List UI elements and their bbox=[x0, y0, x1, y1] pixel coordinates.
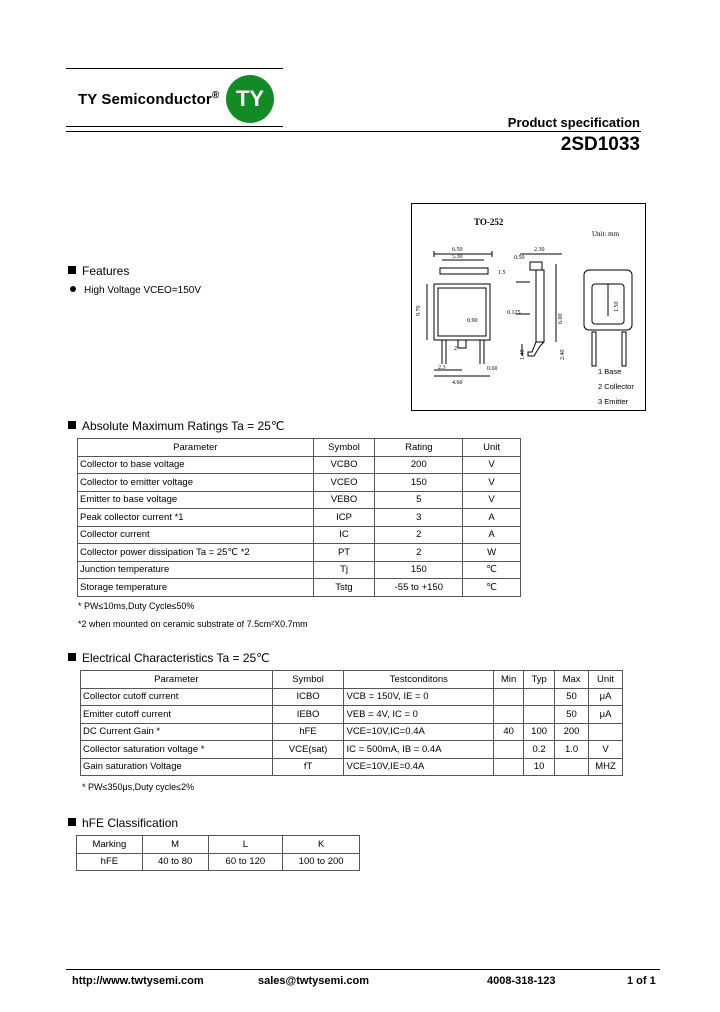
table-row bbox=[78, 579, 521, 597]
table-cell: ICBO bbox=[272, 688, 344, 706]
table-cell: Storage temperature bbox=[78, 579, 314, 597]
table-cell: 0.2 bbox=[524, 741, 555, 759]
table-cell: V bbox=[463, 456, 521, 474]
back-view bbox=[584, 270, 632, 366]
table-cell: Gain saturation Voltage bbox=[81, 758, 273, 776]
part-number: 2SD1033 bbox=[560, 134, 640, 155]
table-cell: 40 bbox=[494, 723, 524, 741]
table-cell: 150 bbox=[375, 474, 463, 492]
dim-label: 0.125 bbox=[507, 310, 521, 316]
table-cell: Collector cutoff current bbox=[81, 688, 273, 706]
table-cell: 2 bbox=[375, 544, 463, 562]
table-cell: Tstg bbox=[313, 579, 375, 597]
unit-label: Unit: mm bbox=[592, 230, 620, 238]
column-header: Parameter bbox=[78, 439, 314, 457]
table-cell: IC = 500mA, IB = 0.4A bbox=[344, 741, 494, 759]
table-cell: W bbox=[463, 544, 521, 562]
table-cell bbox=[524, 688, 555, 706]
side-view bbox=[516, 254, 562, 356]
square-bullet-icon bbox=[68, 266, 76, 274]
table-row bbox=[81, 758, 623, 776]
brand-name bbox=[78, 90, 219, 108]
table-row bbox=[78, 544, 521, 562]
table-cell: V bbox=[463, 491, 521, 509]
hfe-table bbox=[76, 835, 360, 871]
package-name: TO-252 bbox=[474, 217, 504, 227]
table-cell: μA bbox=[589, 706, 623, 724]
table-row bbox=[81, 688, 623, 706]
ty-logo bbox=[226, 75, 274, 123]
table-cell: 100 bbox=[524, 723, 555, 741]
table-cell: V bbox=[589, 741, 623, 759]
column-header: Symbol bbox=[313, 439, 375, 457]
table-cell: Collector current bbox=[78, 526, 314, 544]
abs-max-note-1: * PW≤10ms,Duty Cycle≤50% bbox=[78, 601, 195, 611]
elec-table bbox=[80, 670, 623, 776]
column-header: Symbol bbox=[272, 671, 344, 689]
dim-label: 1.50 bbox=[614, 301, 620, 312]
table-cell: 150 bbox=[375, 561, 463, 579]
elec-heading bbox=[68, 651, 270, 665]
column-header: Marking bbox=[77, 836, 143, 854]
brand-text: TY Semiconductor bbox=[78, 91, 212, 108]
column-header: Unit bbox=[463, 439, 521, 457]
features-title: Features bbox=[82, 264, 130, 278]
table-cell: VCE=10V,IC=0.4A bbox=[344, 723, 494, 741]
table-cell: 100 to 200 bbox=[283, 853, 360, 871]
dim-label: 2.30 bbox=[534, 247, 545, 253]
table-row bbox=[78, 561, 521, 579]
table-cell: VCBO bbox=[313, 456, 375, 474]
feature-text: High Voltage VCEO=150V bbox=[84, 285, 202, 296]
phone-number: 4008-318-123 bbox=[487, 975, 556, 987]
feature-item bbox=[70, 285, 201, 296]
dim-label: 6.00 bbox=[558, 313, 564, 324]
table-cell: IEBO bbox=[272, 706, 344, 724]
table-cell: DC Current Gain * bbox=[81, 723, 273, 741]
table-cell bbox=[589, 723, 623, 741]
table-cell: -55 to +150 bbox=[375, 579, 463, 597]
table-cell: Peak collector current *1 bbox=[78, 509, 314, 527]
pin-label: 1 Base bbox=[598, 367, 622, 376]
abs-max-table bbox=[77, 438, 521, 597]
elec-note: * PW≤350μs,Duty cycle≤2% bbox=[82, 782, 195, 792]
dim-label: 4.60 bbox=[452, 380, 463, 386]
table-cell bbox=[494, 706, 524, 724]
hfe-title: hFE Classification bbox=[82, 816, 179, 830]
pin-legend bbox=[598, 367, 634, 406]
table-cell: Collector power dissipation Ta = 25℃ *2 bbox=[78, 544, 314, 562]
table-cell: VCB = 150V, IE = 0 bbox=[344, 688, 494, 706]
square-bullet-icon bbox=[68, 653, 76, 661]
elec-title: Electrical Characteristics Ta = 25℃ bbox=[82, 651, 270, 665]
table-cell: 50 bbox=[555, 706, 589, 724]
table-cell: VCEO bbox=[313, 474, 375, 492]
table-cell: Emitter cutoff current bbox=[81, 706, 273, 724]
column-header: Unit bbox=[589, 671, 623, 689]
table-cell: IC bbox=[313, 526, 375, 544]
table-cell: 60 to 120 bbox=[208, 853, 283, 871]
table-cell: ICP bbox=[313, 509, 375, 527]
header-rule-bottom bbox=[66, 126, 283, 127]
abs-max-heading bbox=[68, 419, 284, 433]
table-cell: Emitter to base voltage bbox=[78, 491, 314, 509]
table-cell: 200 bbox=[555, 723, 589, 741]
table-cell: VCE(sat) bbox=[272, 741, 344, 759]
table-row bbox=[81, 706, 623, 724]
table-row bbox=[81, 723, 623, 741]
table-cell: μA bbox=[589, 688, 623, 706]
table-cell: fT bbox=[272, 758, 344, 776]
dim-label: 0.50 bbox=[514, 255, 525, 261]
table-cell: Collector saturation voltage * bbox=[81, 741, 273, 759]
table-cell: VEB = 4V, IC = 0 bbox=[344, 706, 494, 724]
table-cell: hFE bbox=[77, 853, 143, 871]
table-row bbox=[78, 456, 521, 474]
column-header: Rating bbox=[375, 439, 463, 457]
column-header: Typ bbox=[524, 671, 555, 689]
table-cell: Collector to base voltage bbox=[78, 456, 314, 474]
column-header: L bbox=[208, 836, 283, 854]
table-row bbox=[78, 491, 521, 509]
features-heading bbox=[68, 264, 129, 278]
title-rule bbox=[66, 131, 641, 132]
table-cell: V bbox=[463, 474, 521, 492]
dim-label: 2 bbox=[454, 346, 457, 352]
pin-label: 3 Emitter bbox=[598, 397, 629, 406]
dim-label: 0.60 bbox=[487, 366, 498, 372]
table-cell: ℃ bbox=[463, 561, 521, 579]
table-cell bbox=[555, 758, 589, 776]
column-header: Min bbox=[494, 671, 524, 689]
table-cell: 40 to 80 bbox=[142, 853, 208, 871]
table-cell: A bbox=[463, 526, 521, 544]
dim-label: 1.5 bbox=[498, 270, 506, 276]
pin-label: 2 Collector bbox=[598, 382, 634, 391]
package-drawing bbox=[411, 203, 646, 411]
table-cell: MHZ bbox=[589, 758, 623, 776]
table-cell: ℃ bbox=[463, 579, 521, 597]
table-cell: 200 bbox=[375, 456, 463, 474]
table-cell bbox=[524, 706, 555, 724]
table-cell: hFE bbox=[272, 723, 344, 741]
website-link[interactable]: http://www.twtysemi.com bbox=[72, 975, 204, 987]
table-cell: PT bbox=[313, 544, 375, 562]
dim-label: 9.70 bbox=[416, 305, 422, 316]
doc-type: Product specification bbox=[507, 115, 640, 130]
page-number: 1 of 1 bbox=[627, 975, 656, 987]
bullet-icon bbox=[70, 286, 76, 292]
email-link[interactable]: sales@twtysemi.com bbox=[258, 975, 369, 987]
column-header: K bbox=[283, 836, 360, 854]
table-header-row bbox=[77, 836, 360, 854]
table-cell: Tj bbox=[313, 561, 375, 579]
abs-max-title: Absolute Maximum Ratings Ta = 25℃ bbox=[82, 419, 285, 433]
table-header-row bbox=[81, 671, 623, 689]
column-header: M bbox=[142, 836, 208, 854]
column-header: Testconditons bbox=[344, 671, 494, 689]
table-cell: 2 bbox=[375, 526, 463, 544]
table-cell: Junction temperature bbox=[78, 561, 314, 579]
table-cell bbox=[494, 758, 524, 776]
column-header: Max bbox=[555, 671, 589, 689]
registered-mark: ® bbox=[211, 90, 220, 101]
table-row bbox=[78, 474, 521, 492]
logo-text: TY bbox=[235, 86, 265, 111]
dim-label: 2.40 bbox=[560, 349, 566, 360]
dim-label: 1.40 bbox=[520, 349, 526, 360]
table-row bbox=[78, 526, 521, 544]
table-cell: 50 bbox=[555, 688, 589, 706]
abs-max-note-2: *2 when mounted on ceramic substrate of 7.5cm²X0.7mm bbox=[78, 619, 308, 629]
dim-label: 6.50 bbox=[452, 247, 463, 253]
table-header-row bbox=[78, 439, 521, 457]
table-cell: Collector to emitter voltage bbox=[78, 474, 314, 492]
package-outline-svg bbox=[412, 204, 645, 410]
footer-rule bbox=[66, 969, 660, 970]
table-cell: VCE=10V,IE=0.4A bbox=[344, 758, 494, 776]
hfe-heading bbox=[68, 816, 178, 830]
dim-label: 2.3 bbox=[438, 365, 446, 371]
table-cell bbox=[494, 688, 524, 706]
table-row bbox=[81, 741, 623, 759]
table-row bbox=[78, 509, 521, 527]
front-view bbox=[427, 251, 492, 376]
table-cell bbox=[494, 741, 524, 759]
table-cell: 3 bbox=[375, 509, 463, 527]
square-bullet-icon bbox=[68, 818, 76, 826]
table-cell: 1.0 bbox=[555, 741, 589, 759]
header-rule-top bbox=[66, 68, 283, 69]
column-header: Parameter bbox=[81, 671, 273, 689]
table-cell: 5 bbox=[375, 491, 463, 509]
table-row bbox=[77, 853, 360, 871]
dim-label: 5.30 bbox=[452, 254, 463, 260]
table-cell: 10 bbox=[524, 758, 555, 776]
table-cell: A bbox=[463, 509, 521, 527]
dim-label: 0.90 bbox=[467, 318, 478, 324]
table-cell: VEBO bbox=[313, 491, 375, 509]
square-bullet-icon bbox=[68, 421, 76, 429]
